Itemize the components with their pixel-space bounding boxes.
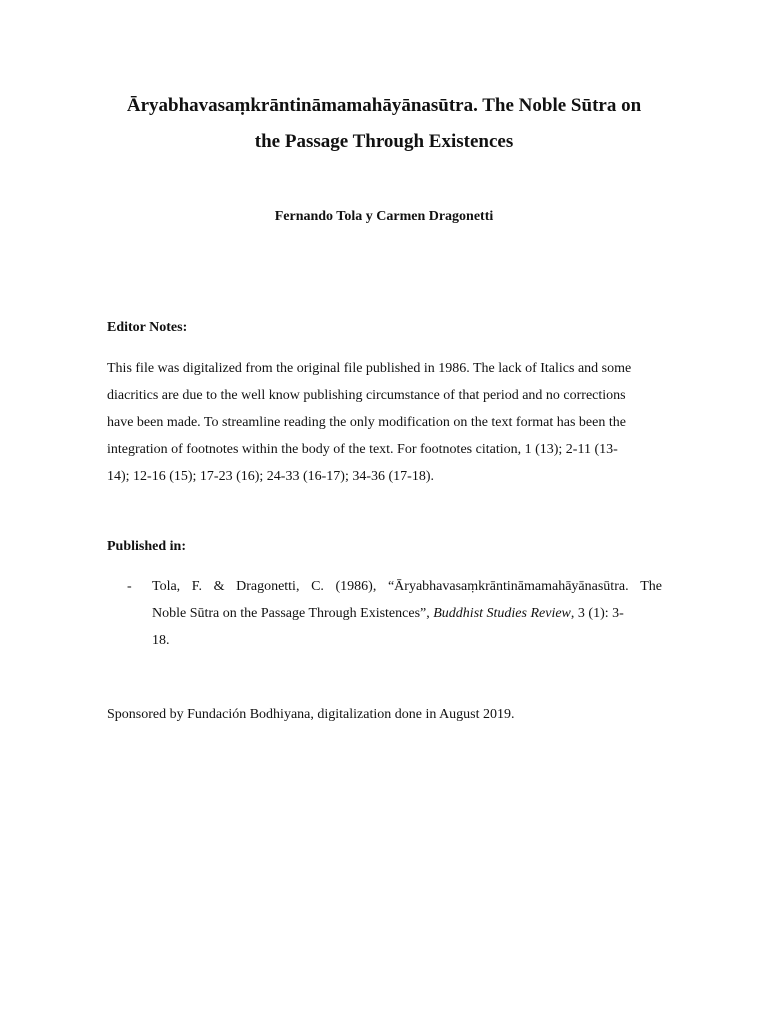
sponsor-note: Sponsored by Fundación Bodhiyana, digitalization done in August 2019. <box>107 707 515 722</box>
editor-notes-line: have been made. To streamline reading the only modification on the text format has been the <box>107 415 626 430</box>
reference-word: The <box>640 579 662 594</box>
editor-notes-line: 14); 12-16 (15); 17-23 (16); 24-33 (16-17); 34-36 (17-18). <box>107 469 434 484</box>
editor-notes-line: integration of footnotes within the body of the text. For footnotes citation, 1 (13); 2-11 (13- <box>107 442 618 457</box>
document-title <box>60 88 708 160</box>
reference-word: & <box>213 579 225 594</box>
reference-word: F. <box>191 579 202 594</box>
editor-notes-line: This file was digitalized from the original file published in 1986. The lack of Italics and some <box>107 361 632 376</box>
reference-word: Tola, <box>152 579 181 594</box>
reference-line-2-volume: , 3 (1): 3- <box>570 606 624 621</box>
reference-line-2 <box>152 600 662 627</box>
reference-line-3: 18. <box>152 633 170 648</box>
editor-notes-paragraph <box>107 355 667 490</box>
editor-notes-line: diacritics are due to the well know publishing circumstance of that period and no corrections <box>107 388 626 403</box>
reference-word: (1986), <box>335 579 377 594</box>
journal-title: Buddhist Studies Review <box>433 606 571 621</box>
title-line-2: the Passage Through Existences <box>254 131 514 152</box>
list-bullet: - <box>127 579 132 594</box>
reference-word: C. <box>311 579 324 594</box>
editor-notes-heading: Editor Notes: <box>107 320 188 335</box>
reference-line-1 <box>152 573 662 600</box>
reference-line-2-text: Noble Sūtra on the Passage Through Existences”, <box>152 606 434 621</box>
authors: Fernando Tola y Carmen Dragonetti <box>274 209 494 224</box>
reference-word: Dragonetti, <box>236 579 300 594</box>
reference-word: “Āryabhavasaṃkrāntināmamahāyānasūtra. <box>387 579 629 594</box>
reference-text <box>152 573 662 654</box>
title-line-1: Āryabhavasaṃkrāntināmamahāyānasūtra. The Noble Sūtra on <box>126 95 642 116</box>
published-in-heading: Published in: <box>107 539 186 554</box>
